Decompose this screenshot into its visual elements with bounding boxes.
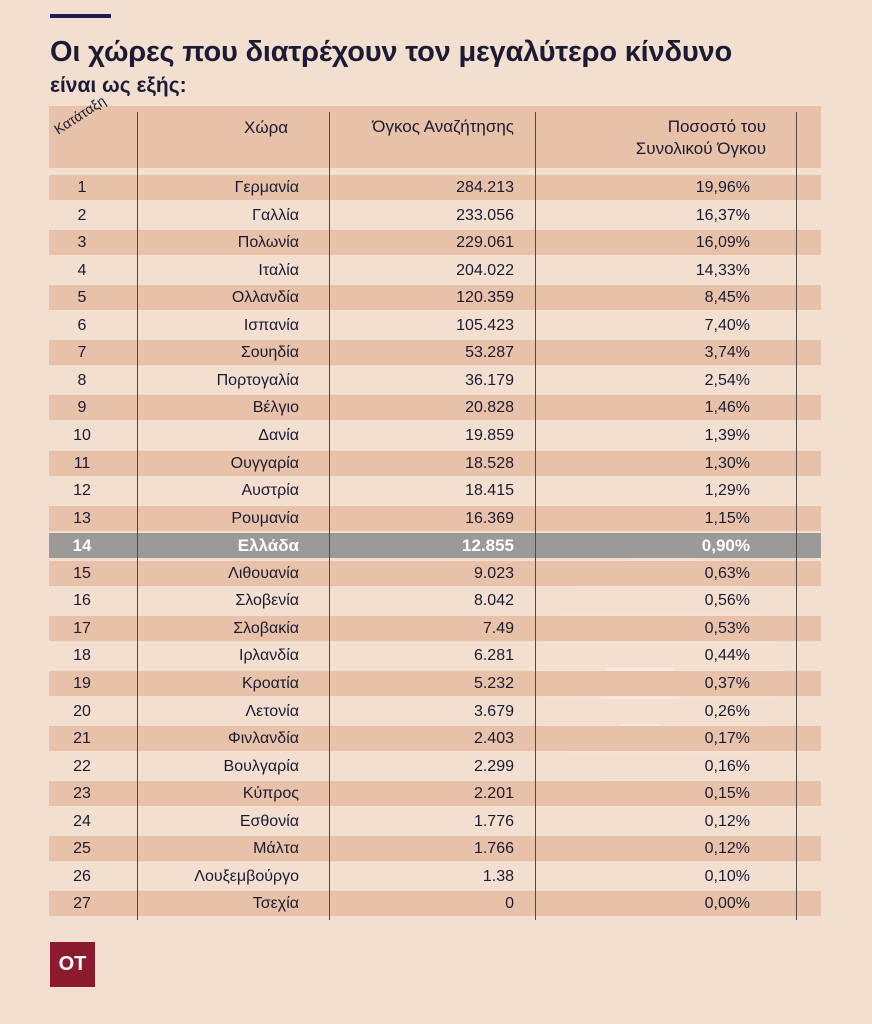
percent-cell: 0,90%: [701, 536, 750, 556]
table-row: [49, 230, 821, 255]
rank-cell: 24: [73, 812, 91, 830]
percent-cell: 1,39%: [704, 427, 750, 444]
country-cell: Λιθουανία: [228, 564, 299, 582]
volume-cell: 18.415: [465, 482, 514, 500]
table-row: [49, 699, 821, 724]
volume-cell: 6.281: [473, 647, 514, 665]
percent-cell: 0,00%: [704, 895, 750, 913]
country-cell: Μάλτα: [253, 840, 299, 858]
percent-cell: 0,26%: [704, 702, 750, 720]
volume-cell: 284.213: [456, 179, 514, 196]
table-row: [49, 340, 821, 365]
country-cell: Πορτογαλία: [216, 371, 299, 389]
volume-cell: 2.403: [473, 730, 514, 747]
table-row: [49, 478, 821, 503]
percent-cell: 7,40%: [704, 316, 750, 334]
country-cell: Ολλανδία: [231, 289, 299, 307]
volume-cell: 2.299: [473, 757, 514, 775]
rank-cell: 13: [73, 509, 91, 527]
chart-subtitle: είναι ως εξής:: [50, 74, 187, 97]
percent-cell: 2,54%: [704, 371, 750, 389]
rank-cell: 14: [72, 536, 92, 556]
percent-cell: 0,17%: [704, 730, 750, 747]
volume-cell: 8.042: [473, 592, 514, 610]
rank-cell: 4: [77, 261, 87, 279]
volume-cell: 7.49: [482, 619, 514, 637]
accent-bar: [50, 14, 111, 18]
volume-cell: 3.679: [473, 702, 514, 720]
country-cell: Δανία: [258, 427, 299, 444]
percent-cell: 16,09%: [695, 234, 750, 252]
table-row: [49, 395, 821, 420]
country-cell: Βουλγαρία: [223, 757, 299, 775]
percent-cell: 0,16%: [704, 757, 750, 775]
volume-cell: 19.859: [465, 427, 514, 444]
table-row: [49, 726, 821, 751]
table-row: [49, 836, 821, 861]
column-divider: [796, 112, 797, 920]
volume-cell: 1.766: [473, 840, 514, 858]
country-cell: Φινλανδία: [227, 730, 299, 747]
percent-cell: 16,37%: [695, 206, 750, 224]
table-row: [49, 864, 821, 889]
percent-cell: 0,12%: [704, 840, 750, 858]
percent-cell: 0,15%: [704, 785, 750, 803]
column-divider: [137, 112, 138, 920]
percent-cell: 3,74%: [704, 344, 750, 362]
rank-cell: 27: [73, 895, 91, 913]
publisher-logo: OT: [50, 942, 95, 987]
rank-cell: 15: [73, 564, 91, 582]
rank-cell: 26: [73, 867, 91, 885]
table-row: [49, 616, 821, 641]
rank-cell: 17: [73, 619, 91, 637]
rank-cell: 23: [73, 785, 91, 803]
volume-cell: 233.056: [456, 206, 514, 224]
table-row: [49, 203, 821, 228]
table-row: [49, 285, 821, 310]
column-divider: [329, 112, 330, 920]
table-row: [49, 368, 821, 393]
volume-column-header: Όγκος Αναζήτησης: [372, 117, 514, 136]
percent-cell: 0,56%: [704, 592, 750, 610]
country-cell: Κροατία: [241, 674, 299, 692]
volume-cell: 1.38: [482, 867, 514, 885]
percent-cell: 0,12%: [704, 812, 750, 830]
rank-cell: 11: [73, 454, 91, 472]
percent-cell: 14,33%: [695, 261, 750, 279]
table-row: [49, 313, 821, 338]
volume-cell: 204.022: [456, 261, 514, 279]
volume-cell: 2.201: [473, 785, 514, 803]
rank-cell: 8: [77, 371, 87, 389]
percent-cell: 0,63%: [704, 564, 750, 582]
rank-cell: 21: [73, 730, 91, 747]
percent-cell: 19,96%: [695, 179, 750, 196]
country-cell: Κύπρος: [242, 785, 299, 803]
volume-cell: 12.855: [462, 536, 514, 556]
country-cell: Ουγγαρία: [230, 454, 299, 472]
table-row: [49, 671, 821, 696]
country-cell: Πολωνία: [237, 234, 299, 252]
column-divider: [535, 112, 536, 920]
volume-cell: 20.828: [465, 399, 514, 417]
table-row: [49, 561, 821, 586]
table-row: [49, 423, 821, 448]
volume-cell: 5.232: [473, 674, 514, 692]
table-row-highlighted: [49, 533, 821, 558]
country-cell: Σλοβακία: [233, 619, 299, 637]
country-cell: Ιταλία: [258, 261, 299, 279]
rank-cell: 12: [73, 482, 91, 500]
volume-cell: 9.023: [473, 564, 514, 582]
rank-cell: 10: [73, 427, 91, 444]
table-row: [49, 809, 821, 834]
country-cell: Ρουμανία: [231, 509, 299, 527]
percent-cell: 1,15%: [704, 509, 750, 527]
table-row: [49, 891, 821, 916]
percent-cell: 1,30%: [704, 454, 750, 472]
volume-cell: 18.528: [465, 454, 514, 472]
rank-cell: 20: [73, 702, 91, 720]
volume-cell: 1.776: [473, 812, 514, 830]
country-cell: Σλοβενία: [235, 592, 299, 610]
percent-cell: 0,53%: [704, 619, 750, 637]
rank-cell: 19: [73, 674, 91, 692]
volume-cell: 16.369: [465, 509, 514, 527]
volume-cell: 105.423: [456, 316, 514, 334]
country-cell: Γερμανία: [234, 179, 299, 196]
country-cell: Εσθονία: [239, 812, 299, 830]
rank-cell: 22: [73, 757, 91, 775]
percent-cell: 0,37%: [704, 674, 750, 692]
percent-cell: 0,10%: [704, 867, 750, 885]
country-cell: Βέλγιο: [252, 399, 299, 417]
volume-cell: 53.287: [465, 344, 514, 362]
country-cell: Γαλλία: [252, 206, 299, 224]
rank-cell: 9: [77, 399, 87, 417]
country-column-header: Χώρα: [244, 118, 289, 137]
country-cell: Ιρλανδία: [239, 647, 299, 665]
chart-title: Οι χώρες που διατρέχουν τον μεγαλύτερο κίνδυνο: [50, 36, 732, 68]
volume-cell: 36.179: [465, 371, 514, 389]
volume-cell: 229.061: [456, 234, 514, 252]
country-cell: Αυστρία: [241, 482, 299, 500]
country-cell: Λουξεμβούργο: [194, 867, 299, 885]
percent-cell: 8,45%: [704, 289, 750, 307]
rank-cell: 16: [73, 592, 91, 610]
country-cell: Ελλάδα: [237, 536, 299, 556]
table-row: [49, 258, 821, 283]
rank-cell: 7: [77, 344, 87, 362]
country-cell: Λετονία: [245, 702, 299, 720]
country-cell: Σουηδία: [240, 344, 299, 362]
rank-cell: 2: [77, 206, 87, 224]
rank-cell: 1: [77, 179, 87, 196]
rank-column-header: Κατάταξη: [51, 92, 109, 138]
table-row: [49, 754, 821, 779]
table-row: [49, 506, 821, 531]
country-cell: Τσεχία: [252, 895, 299, 913]
table-row: [49, 451, 821, 476]
volume-cell: 0: [505, 895, 514, 913]
volume-cell: 120.359: [456, 289, 514, 307]
percent-cell: 1,29%: [704, 482, 750, 500]
table-row: [49, 781, 821, 806]
country-cell: Ισπανία: [243, 316, 299, 334]
rank-cell: 25: [73, 840, 91, 858]
rank-cell: 3: [77, 234, 87, 252]
table-row: [49, 175, 821, 200]
table-header: [49, 92, 821, 168]
table-row: [49, 643, 821, 668]
percent-cell: 1,46%: [704, 399, 750, 417]
percent-column-header: Ποσοστό του Συνολικού Όγκου: [635, 117, 766, 158]
rank-cell: 5: [77, 289, 87, 307]
table-row: [49, 588, 821, 613]
rank-cell: 6: [77, 316, 87, 334]
rank-cell: 18: [73, 647, 91, 665]
percent-cell: 0,44%: [704, 647, 750, 665]
